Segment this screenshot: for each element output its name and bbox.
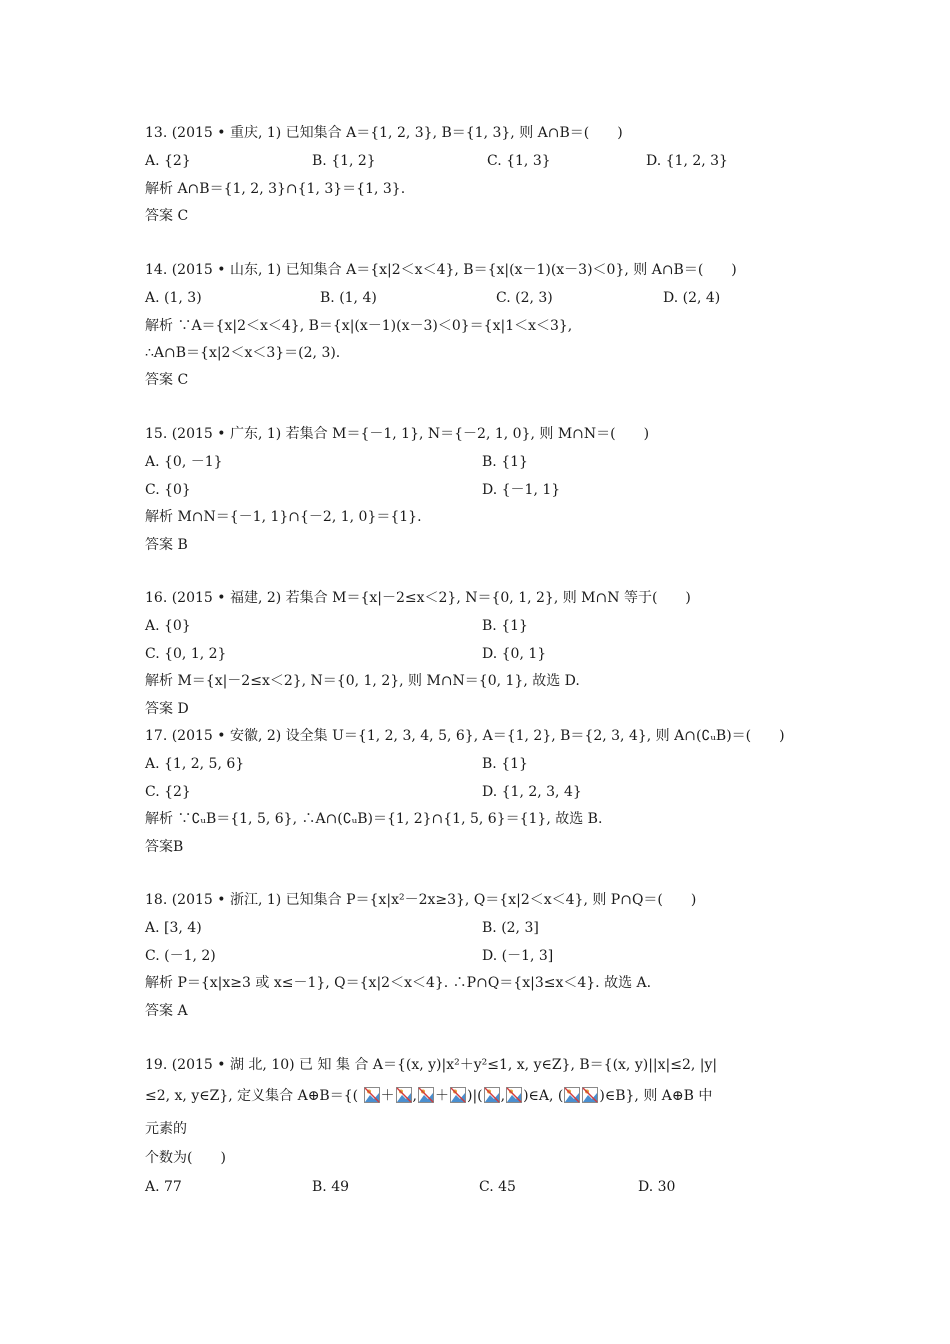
q17-option-b: B. {1}: [482, 756, 528, 772]
q15-option-b: B. {1}: [482, 454, 528, 470]
q16-option-c: C. {0, 1, 2}: [145, 646, 227, 662]
q16-option-d: D. {0, 1}: [482, 646, 547, 662]
q14-option-d: D. (2, 4): [663, 290, 721, 306]
q13-option-a: A. {2}: [145, 153, 191, 169]
q19-option-b: B. 49: [312, 1179, 350, 1195]
q13-stem: 13. (2015 • 重庆, 1) 已知集合 A＝{1, 2, 3}, B＝{1, 3}, 则 A∩B＝( ): [145, 125, 623, 141]
q18-analysis: 解析 P＝{x|x≥3 或 x≤－1}, Q＝{x|2＜x＜4}. ∴P∩Q＝{x|3≤x＜4}. 故选 A.: [145, 975, 652, 991]
q17-analysis: 解析 ∵∁ᵤB＝{1, 5, 6}, ∴A∩(∁ᵤB)＝{1, 2}∩{1, 5, 6}＝{1}, 故选 B.: [145, 811, 603, 827]
q13-analysis: 解析 A∩B＝{1, 2, 3}∩{1, 3}＝{1, 3}.: [145, 181, 406, 197]
broken-image-icon: [484, 1087, 500, 1103]
q14-option-c: C. (2, 3): [496, 290, 553, 306]
q13-option-c: C. {1, 3}: [487, 153, 551, 169]
q19-comma: ,: [500, 1088, 506, 1104]
q13-option-b: B. {1, 2}: [312, 153, 376, 169]
q19-option-d: D. 30: [638, 1179, 676, 1195]
q17-option-d: D. {1, 2, 3, 4}: [482, 784, 582, 800]
broken-image-icon: [564, 1087, 580, 1103]
broken-image-icon: [450, 1087, 466, 1103]
q14-option-b: B. (1, 4): [320, 290, 377, 306]
q16-option-b: B. {1}: [482, 618, 528, 634]
q19-plus: ＋: [435, 1088, 449, 1104]
q19-stem-line3: 元素的: [145, 1121, 187, 1137]
q18-answer: 答案 A: [145, 1003, 188, 1019]
q19-comma: ,: [412, 1088, 417, 1104]
broken-image-icon: [364, 1087, 380, 1103]
q16-stem: 16. (2015 • 福建, 2) 若集合 M＝{x|－2≤x＜2}, N＝{0, 1, 2}, 则 M∩N 等于( ): [145, 590, 691, 606]
q15-option-c: C. {0}: [145, 482, 191, 498]
q14-answer: 答案 C: [145, 372, 189, 388]
q18-stem: 18. (2015 • 浙江, 1) 已知集合 P＝{x|x²－2x≥3}, Q＝{x|2＜x＜4}, 则 P∩Q＝( ): [145, 892, 697, 908]
q13-answer: 答案 C: [145, 208, 189, 224]
q14-option-a: A. (1, 3): [145, 290, 202, 306]
q19-stem-line4: 个数为( ): [145, 1150, 226, 1166]
q14-analysis-line2: ∴A∩B＝{x|2＜x＜3}＝(2, 3).: [145, 345, 341, 361]
broken-image-icon: [506, 1087, 522, 1103]
q17-answer: 答案B: [145, 839, 184, 855]
q19-in-a: )∈A, (: [523, 1088, 564, 1104]
q16-answer: 答案 D: [145, 701, 189, 717]
q15-option-d: D. {－1, 1}: [482, 482, 561, 498]
q19-stem-text-a: ≤2, x, y∈Z}, 定义集合 A⊕B＝{(: [145, 1088, 359, 1104]
q16-analysis: 解析 M＝{x|－2≤x＜2}, N＝{0, 1, 2}, 则 M∩N＝{0, 1}, 故选 D.: [145, 673, 580, 689]
q14-stem: 14. (2015 • 山东, 1) 已知集合 A＝{x|2＜x＜4}, B＝{x|(x－1)(x－3)＜0}, 则 A∩B＝( ): [145, 262, 737, 278]
q17-option-c: C. {2}: [145, 784, 191, 800]
q19-stem-line1: 19. (2015 • 湖 北, 10) 已 知 集 合 A＝{(x, y)|x²＋y²≤1, x, y∈Z}, B＝{(x, y)||x|≤2, |y|: [145, 1057, 718, 1073]
q14-analysis-line1: 解析 ∵A＝{x|2＜x＜4}, B＝{x|(x－1)(x－3)＜0}＝{x|1＜x＜3},: [145, 318, 573, 334]
q18-option-b: B. (2, 3]: [482, 920, 539, 936]
q16-option-a: A. {0}: [145, 618, 191, 634]
q18-option-c: C. (－1, 2): [145, 948, 216, 964]
q15-stem: 15. (2015 • 广东, 1) 若集合 M＝{－1, 1}, N＝{－2, 1, 0}, 则 M∩N＝( ): [145, 426, 650, 442]
q18-option-a: A. [3, 4): [145, 920, 202, 936]
q18-option-d: D. (－1, 3]: [482, 948, 554, 964]
q15-answer: 答案 B: [145, 537, 188, 553]
q19-stem-line2: [145, 1087, 712, 1105]
q19-in-b: )∈B}, 则 A⊕B 中: [599, 1088, 713, 1104]
q19-plus: ＋: [380, 1088, 395, 1104]
q13-option-d: D. {1, 2, 3}: [646, 153, 728, 169]
q17-option-a: A. {1, 2, 5, 6}: [145, 756, 245, 772]
q19-option-a: A. 77: [145, 1179, 182, 1195]
q15-option-a: A. {0, －1}: [145, 454, 223, 470]
broken-image-icon: [396, 1087, 412, 1103]
q19-option-c: C. 45: [479, 1179, 516, 1195]
broken-image-icon: [418, 1087, 434, 1103]
q19-separator: )|(: [467, 1088, 483, 1104]
q17-stem: 17. (2015 • 安徽, 2) 设全集 U＝{1, 2, 3, 4, 5, 6}, A＝{1, 2}, B＝{2, 3, 4}, 则 A∩(∁ᵤB)＝( ): [145, 728, 785, 744]
q15-analysis: 解析 M∩N＝{－1, 1}∩{－2, 1, 0}＝{1}.: [145, 509, 422, 525]
broken-image-icon: [582, 1087, 598, 1103]
